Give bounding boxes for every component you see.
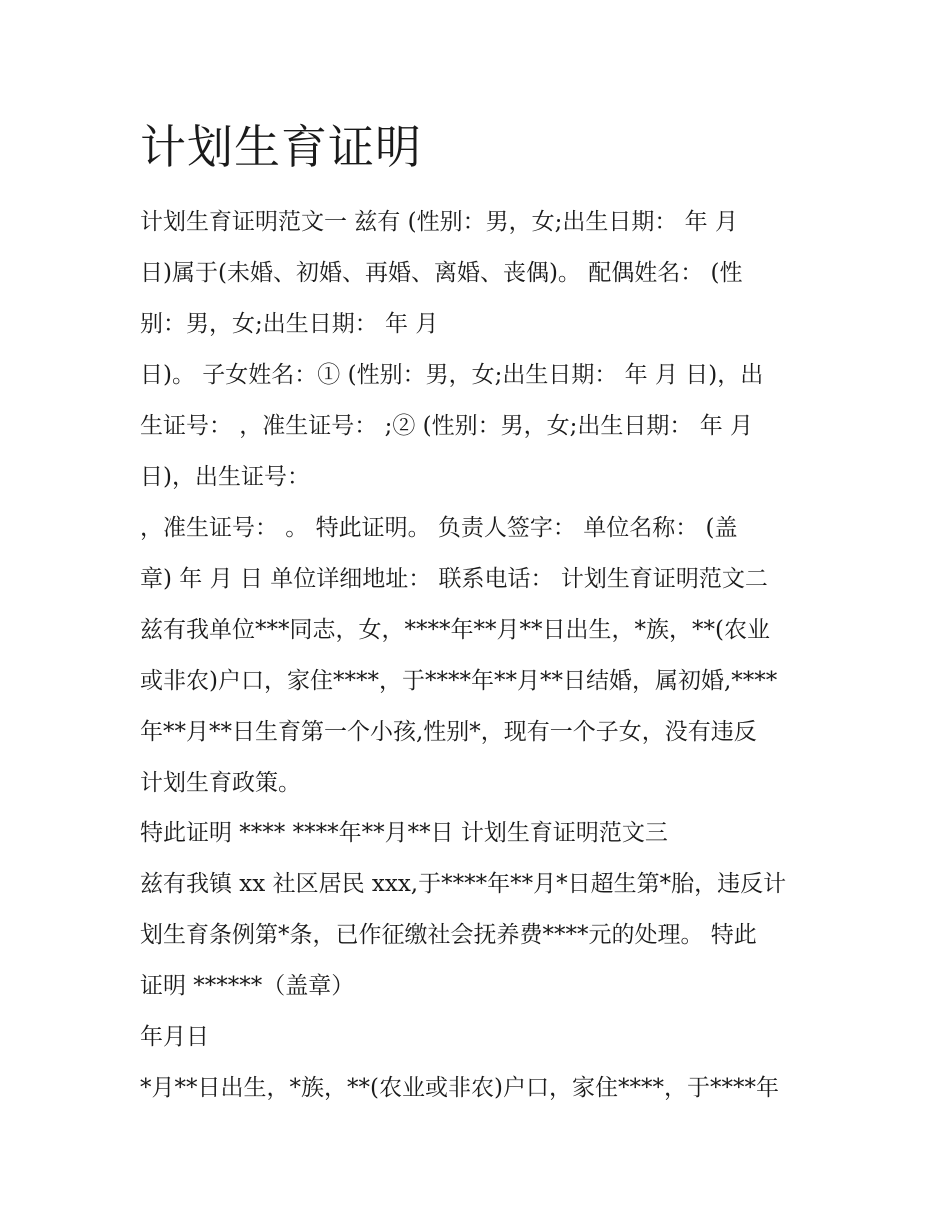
body-line-14: 兹有我镇 xx 社区居民 xxx,于****年**月*日超生第*胎，违反计 bbox=[140, 871, 787, 897]
body-line-8: 章) 年 月 日 单位详细地址： 联系电话： 计划生育证明范文二 bbox=[140, 566, 768, 592]
body-line-2: 日)属于(未婚、初婚、再婚、离婚、丧偶)。 配偶姓名： (性 bbox=[140, 260, 743, 286]
document-title: 计划生育证明 bbox=[140, 120, 422, 174]
body-line-1: 计划生育证明范文一 兹有 (性别：男，女;出生日期： 年 月 bbox=[140, 209, 738, 235]
body-line-16: 证明 ******（盖章） bbox=[140, 973, 355, 999]
body-line-10: 或非农)户口，家住****，于****年**月**日结婚，属初婚,**** bbox=[140, 668, 778, 694]
body-line-12: 计划生育政策。 bbox=[140, 770, 301, 796]
body-line-4: 日)。 子女姓名：① (性别：男，女;出生日期： 年 月 日)，出 bbox=[140, 362, 764, 388]
body-line-18: *月**日出生，*族，**(农业或非农)户口，家住****，于****年 bbox=[140, 1075, 779, 1101]
body-line-11: 年**月**日生育第一个小孩,性别*，现有一个子女，没有违反 bbox=[140, 719, 757, 745]
body-line-9: 兹有我单位***同志，女，****年**月**日出生，*族，**(农业 bbox=[140, 617, 770, 643]
body-line-13: 特此证明 **** ****年**月**日 计划生育证明范文三 bbox=[140, 820, 668, 846]
body-line-5: 生证号： ，准生证号： ;② (性别：男，女;出生日期： 年 月 bbox=[140, 413, 754, 439]
body-line-7: ，准生证号： 。 特此证明。 负责人签字： 单位名称： (盖 bbox=[140, 515, 738, 541]
body-line-17: 年月日 bbox=[140, 1024, 209, 1050]
body-line-3: 别：男，女;出生日期： 年 月 bbox=[140, 311, 439, 337]
body-line-15: 划生育条例第*条，已作征缴社会抚养费****元的处理。 特此 bbox=[140, 922, 757, 948]
body-line-6: 日)，出生证号： bbox=[140, 464, 310, 490]
